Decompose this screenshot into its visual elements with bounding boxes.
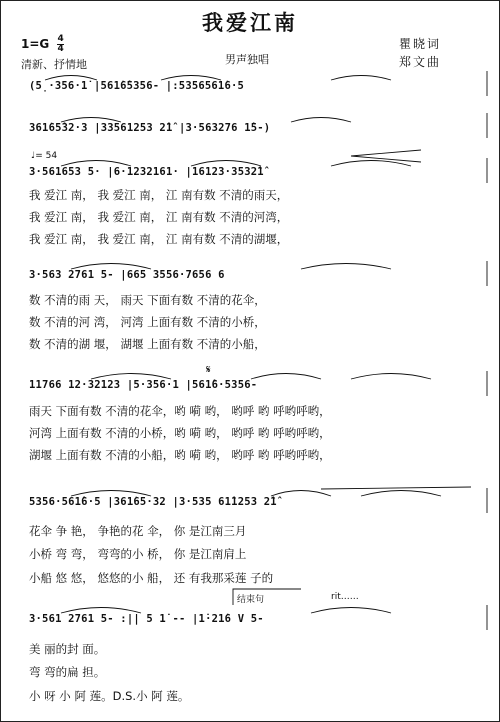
system-3-verse-1: 我 爱江 南， 我 爱江 南， 江 南有数 不清的雨天，: [29, 188, 289, 202]
slur: [301, 264, 391, 270]
system-6-verse-2: 小桥 弯 弯， 弯弯的小 桥， 你 是江南肩上: [29, 547, 247, 561]
system-2-notes: 361̇65̂32·3 |33561253 2̂1̂ |3·563276 1̂5-): [29, 122, 271, 134]
slur: [331, 76, 391, 81]
slur: [361, 491, 441, 497]
ending-label: 结束句: [237, 595, 265, 605]
system-6-verse-3: 小船 悠 悠， 悠悠的小 船， 还 有我那采莲 子的: [29, 571, 274, 585]
mood-marking: 清新、抒情地: [21, 58, 87, 71]
system-3-verse-3: 我 爱江 南， 我 爱江 南， 江 南有数 不清的湖堰，: [29, 232, 289, 246]
crescendo: [351, 150, 421, 162]
system-1-notes: (5̣·356·1̇ |561̇6̂5356- |:5356561̇6·5: [29, 80, 245, 92]
system-4-verse-3: 数 不清的湖 堰， 湖堰 上面有数 不清的小船，: [29, 337, 266, 351]
system-3-verse-2: 我 爱江 南， 我 爱江 南， 江 南有数 不清的河湾，: [29, 210, 289, 224]
system-7-verse-2: 弯 弯的扁 担。: [29, 665, 106, 679]
slur: [251, 374, 321, 380]
slur: [331, 161, 411, 167]
system-5-verse-1: 雨天 下面有数 不清的花伞，哟 嗬 哟， 哟呼 哟 呼哟呼哟，: [29, 404, 331, 418]
system-4-verse-2: 数 不清的河 湾， 河湾 上面有数 不清的小桥，: [29, 315, 266, 329]
time-signature: [57, 35, 63, 54]
lyricist: 瞿晓词: [399, 37, 442, 51]
slur: [351, 374, 431, 380]
system-7-verse-1: 美 丽的封 面。: [29, 642, 106, 656]
tempo-marking: ♩= 54: [31, 151, 58, 161]
slur: [291, 118, 351, 123]
system-7-verse-3: 小 呀 小 阿 莲。D.S.小 阿 莲。: [29, 689, 190, 703]
system-4-verse-1: 数 不清的雨 天， 雨天 下面有数 不清的花伞，: [29, 293, 266, 307]
slur: [311, 608, 391, 614]
key-signature: [21, 35, 64, 54]
time-top: 4: [57, 34, 64, 44]
song-title: 我爱江南: [202, 11, 298, 35]
time-bottom: 4: [57, 44, 64, 54]
system-5-notes: 11766 12·32123 |5·356·1 |561̂6·5356-: [29, 379, 258, 391]
system-6-verse-1: 花伞 争 艳， 争艳的花 伞， 你 是江南三月: [29, 524, 247, 538]
system-4-notes: 3·563 2761 5- |665 3556·7656 6: [29, 269, 225, 281]
composer: 郑文曲: [399, 55, 442, 69]
system-6-notes: 5356·561̂6·5 |361̇65·32 |3·535 61̂1253 2̂1̂: [29, 496, 277, 508]
system-5-verse-3: 湖堰 上面有数 不清的小船，哟 嗬 哟， 哟呼 哟 呼哟呼哟，: [29, 448, 331, 462]
system-5-verse-2: 河湾 上面有数 不清的小桥，哟 嗬 哟， 哟呼 哟 呼哟呼哟，: [29, 426, 331, 440]
performer: 男声独唱: [225, 53, 269, 66]
system-3-notes: 3·561653 5· |6·1232161· |16123·3532̂1̂: [29, 166, 264, 178]
segno-sign: 𝄋: [206, 363, 211, 376]
key-label: 1=G: [21, 37, 50, 51]
system-7-notes: 3·561 2761 5- :|| 5 1̇ -- |1̇·21̇6 V 5-: [29, 613, 264, 625]
crescendo: [321, 487, 471, 489]
ritardando-marking: rit……: [331, 592, 359, 602]
slur: [271, 491, 331, 497]
